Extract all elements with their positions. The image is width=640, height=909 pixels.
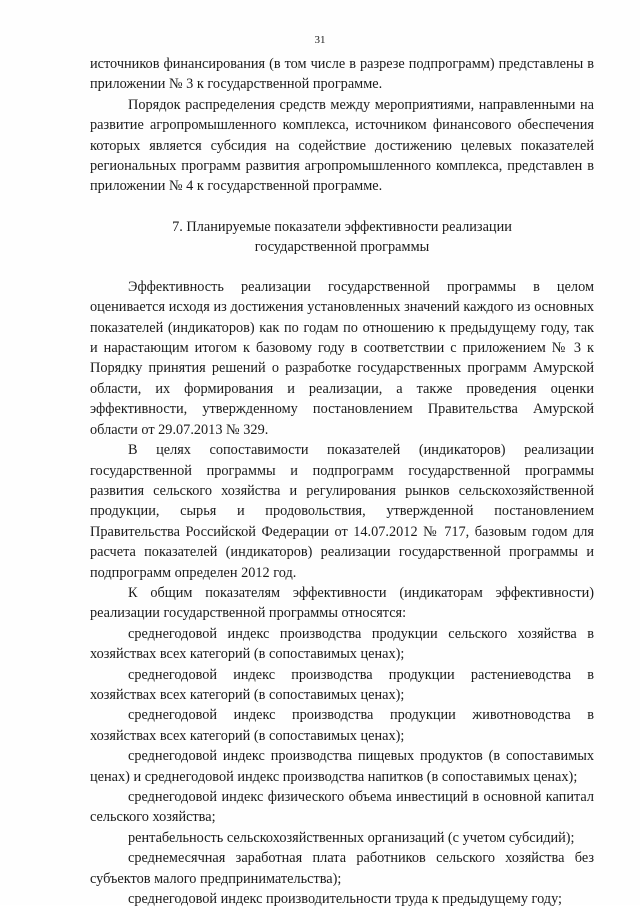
paragraph-base-year: В целях сопоставимости показателей (индикаторов) реализации государственной программы и подпрограмм государственной программы развития сельского хозяйства и регулирования рынков сельскохозяйственной продукции, сырья и продовольствия, утвержденной постановлением Правительства Российской Федерации от 14.07.2012 № 717, базовым годом для расчета показателей (индикаторов) реализации государственной программы и подпрограмм определен 2012 год. [90,442,594,581]
list-item-indicator: среднегодовой индекс производства продукции сельского хозяйства в хозяйствах всех категорий (в сопоставимых ценах); [90,625,594,663]
paragraph-general-indicators-intro: К общим показателям эффективности (индикаторам эффективности) реализации государственной программы относятся: [90,584,594,622]
list-item-indicator: среднегодовой индекс производительности труда к предыдущему году; [128,891,563,908]
section-heading-line1: 7. Планируемые показатели эффективности реализации [172,218,512,235]
paragraph-financing-sources: источников финансирования (в том числе в разрезе подпрограмм) представлены в приложении № 3 к государственной программе. [90,56,594,93]
document-body [90,54,594,909]
section-heading-line2: государственной программы [254,238,430,255]
list-item-indicator: среднегодовой индекс производства продукции растениеводства в хозяйствах всех категорий (в сопоставимых ценах); [90,666,594,703]
list-item-indicator: среднегодовой индекс физического объема инвестиций в основной капитал сельского хозяйства; [90,789,594,826]
list-item-indicator: среднегодовой индекс производства продукции животноводства в хозяйствах всех категорий (в сопоставимых ценах); [90,707,594,744]
list-item-indicator: рентабельность сельскохозяйственных организаций (с учетом субсидий); [128,829,575,846]
list-item-indicator: среднемесячная заработная плата работников сельского хозяйства без субъектов малого предпринимательства); [90,850,594,887]
page-number: 31 [314,34,326,46]
section-heading [90,217,594,257]
paragraph-efficiency-evaluation: Эффективность реализации государственной программы в целом оценивается исходя из достижения установленных значений каждого из основных показателей (индикаторов) как по годам по отношению к предыдущему году, так и нарастающим итогом к базовому году в соответствии с приложением № 3 к Порядку принятия решений о разработке государственных программ Амурской области, их формирования и реализации, а также проведения оценки эффективности, утвержденному постановлением Правительства Амурской области от 29.07.2013 № 329. [90,278,594,438]
paragraph-distribution-order: Порядок распределения средств между мероприятиями, направленными на развитие агропромышленного комплекса, источником финансового обеспечения которых является субсидия на содействие достижению целевых показателей региональных программ развития агропромышленного комплекса, представлен в приложении № 4 к государственной программе. [90,96,594,195]
list-item-indicator: среднегодовой индекс производства пищевых продуктов (в сопоставимых ценах) и среднегодовой индекс производства напитков (в сопоставимых ценах); [90,748,594,785]
